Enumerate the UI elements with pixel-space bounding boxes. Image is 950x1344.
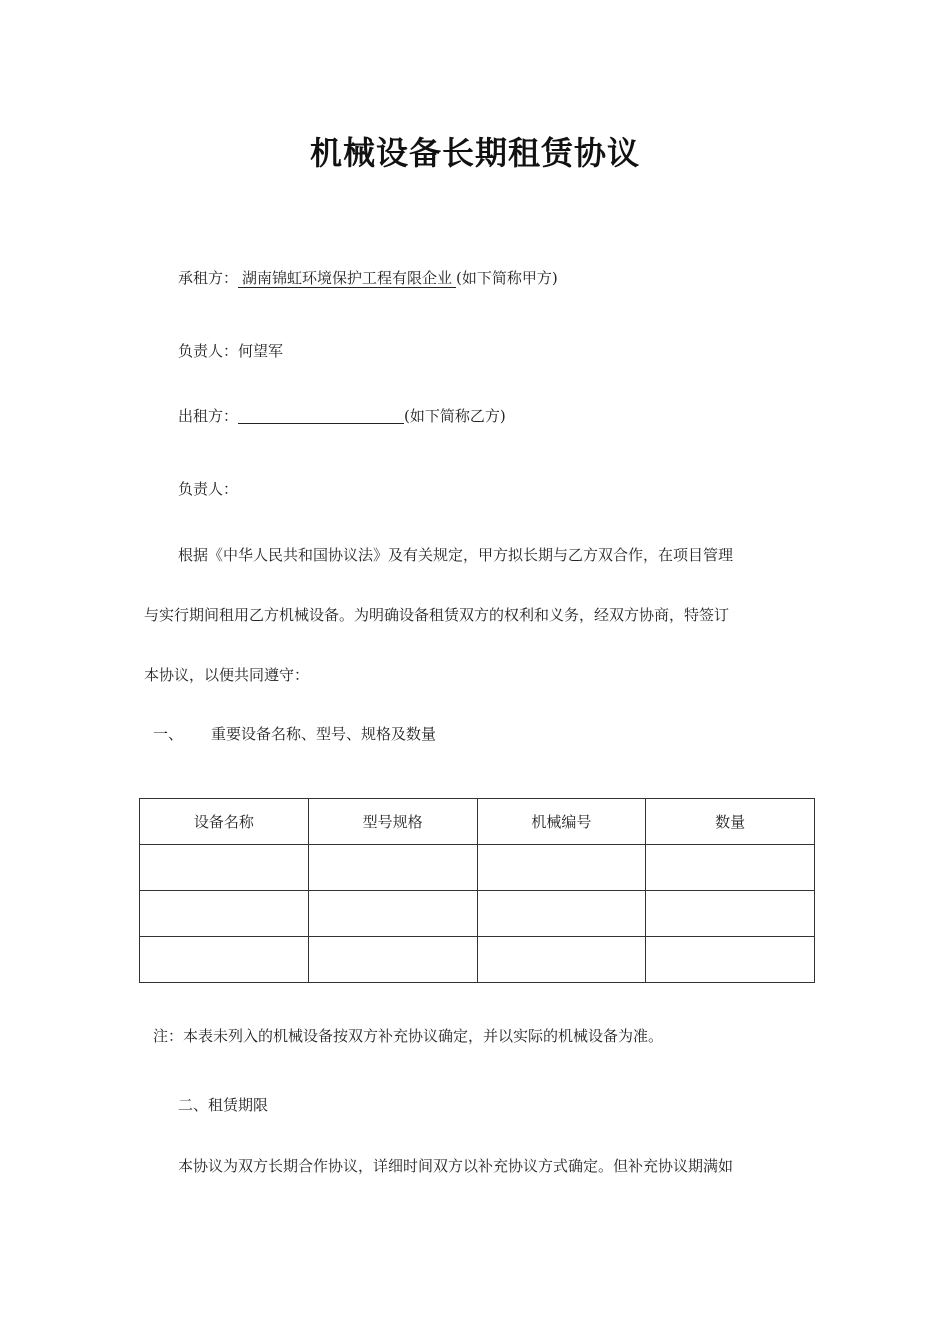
section2-paragraph-line-1: 本协议为双方长期合作协议，详细时间双方以补充协议方式确定。但补充协议期满如 xyxy=(178,1157,734,1175)
document-title: 机械设备长期租赁协议 xyxy=(309,134,640,172)
section1-number: 一、 xyxy=(153,725,184,743)
table-row xyxy=(140,845,815,891)
section1-title: 重要设备名称、型号、规格及数量 xyxy=(211,725,437,743)
equipment-table xyxy=(139,798,815,983)
header-equipment-name: 设备名称 xyxy=(140,799,309,845)
table-cell xyxy=(477,937,646,983)
intro-paragraph-line-3: 本协议，以便共同遵守： xyxy=(144,666,310,684)
lessor-suffix: (如下简称乙方) xyxy=(404,407,506,425)
table-cell xyxy=(646,937,815,983)
intro-paragraph-line-1: 根据《中华人民共和国协议法》及有关规定，甲方拟长期与乙方双合作，在项目管理 xyxy=(178,546,734,564)
header-model-spec: 型号规格 xyxy=(308,799,477,845)
lessee-suffix: (如下简称甲方) xyxy=(456,269,558,287)
header-quantity: 数量 xyxy=(646,799,815,845)
table-cell xyxy=(646,891,815,937)
table-header-row xyxy=(140,799,815,845)
table-cell xyxy=(646,845,815,891)
table-row xyxy=(140,937,815,983)
table-cell xyxy=(140,937,309,983)
intro-paragraph-line-2: 与实行期间租用乙方机械设备。为明确设备租赁双方的权利和义务，经双方协商，特签订 xyxy=(144,606,730,624)
lessor-rep-line xyxy=(178,479,238,499)
header-machine-number: 机械编号 xyxy=(477,799,646,845)
table-cell xyxy=(140,891,309,937)
lessor-name-blank xyxy=(238,407,404,424)
lessee-label: 承租方： xyxy=(178,269,239,287)
table-cell xyxy=(477,845,646,891)
table-cell xyxy=(308,845,477,891)
lessor-line xyxy=(178,406,506,426)
section2-heading: 二、租赁期限 xyxy=(178,1096,269,1114)
table-cell xyxy=(308,891,477,937)
table-note: 注：本表未列入的机械设备按双方补充协议确定，并以实际的机械设备为准。 xyxy=(153,1027,664,1045)
lessor-rep-label: 负责人： xyxy=(178,480,239,498)
lessee-rep-name: 何望军 xyxy=(238,342,284,360)
table-cell xyxy=(308,937,477,983)
table-cell xyxy=(140,845,309,891)
table-cell xyxy=(477,891,646,937)
lessee-name: 湖南锦虹环境保护工程有限企业 xyxy=(238,269,456,288)
lessee-line xyxy=(178,268,558,288)
lessee-rep-line xyxy=(178,341,283,361)
lessor-label: 出租方： xyxy=(178,407,239,425)
lessee-rep-label: 负责人： xyxy=(178,342,239,360)
section1-heading xyxy=(153,724,436,744)
table-row xyxy=(140,891,815,937)
